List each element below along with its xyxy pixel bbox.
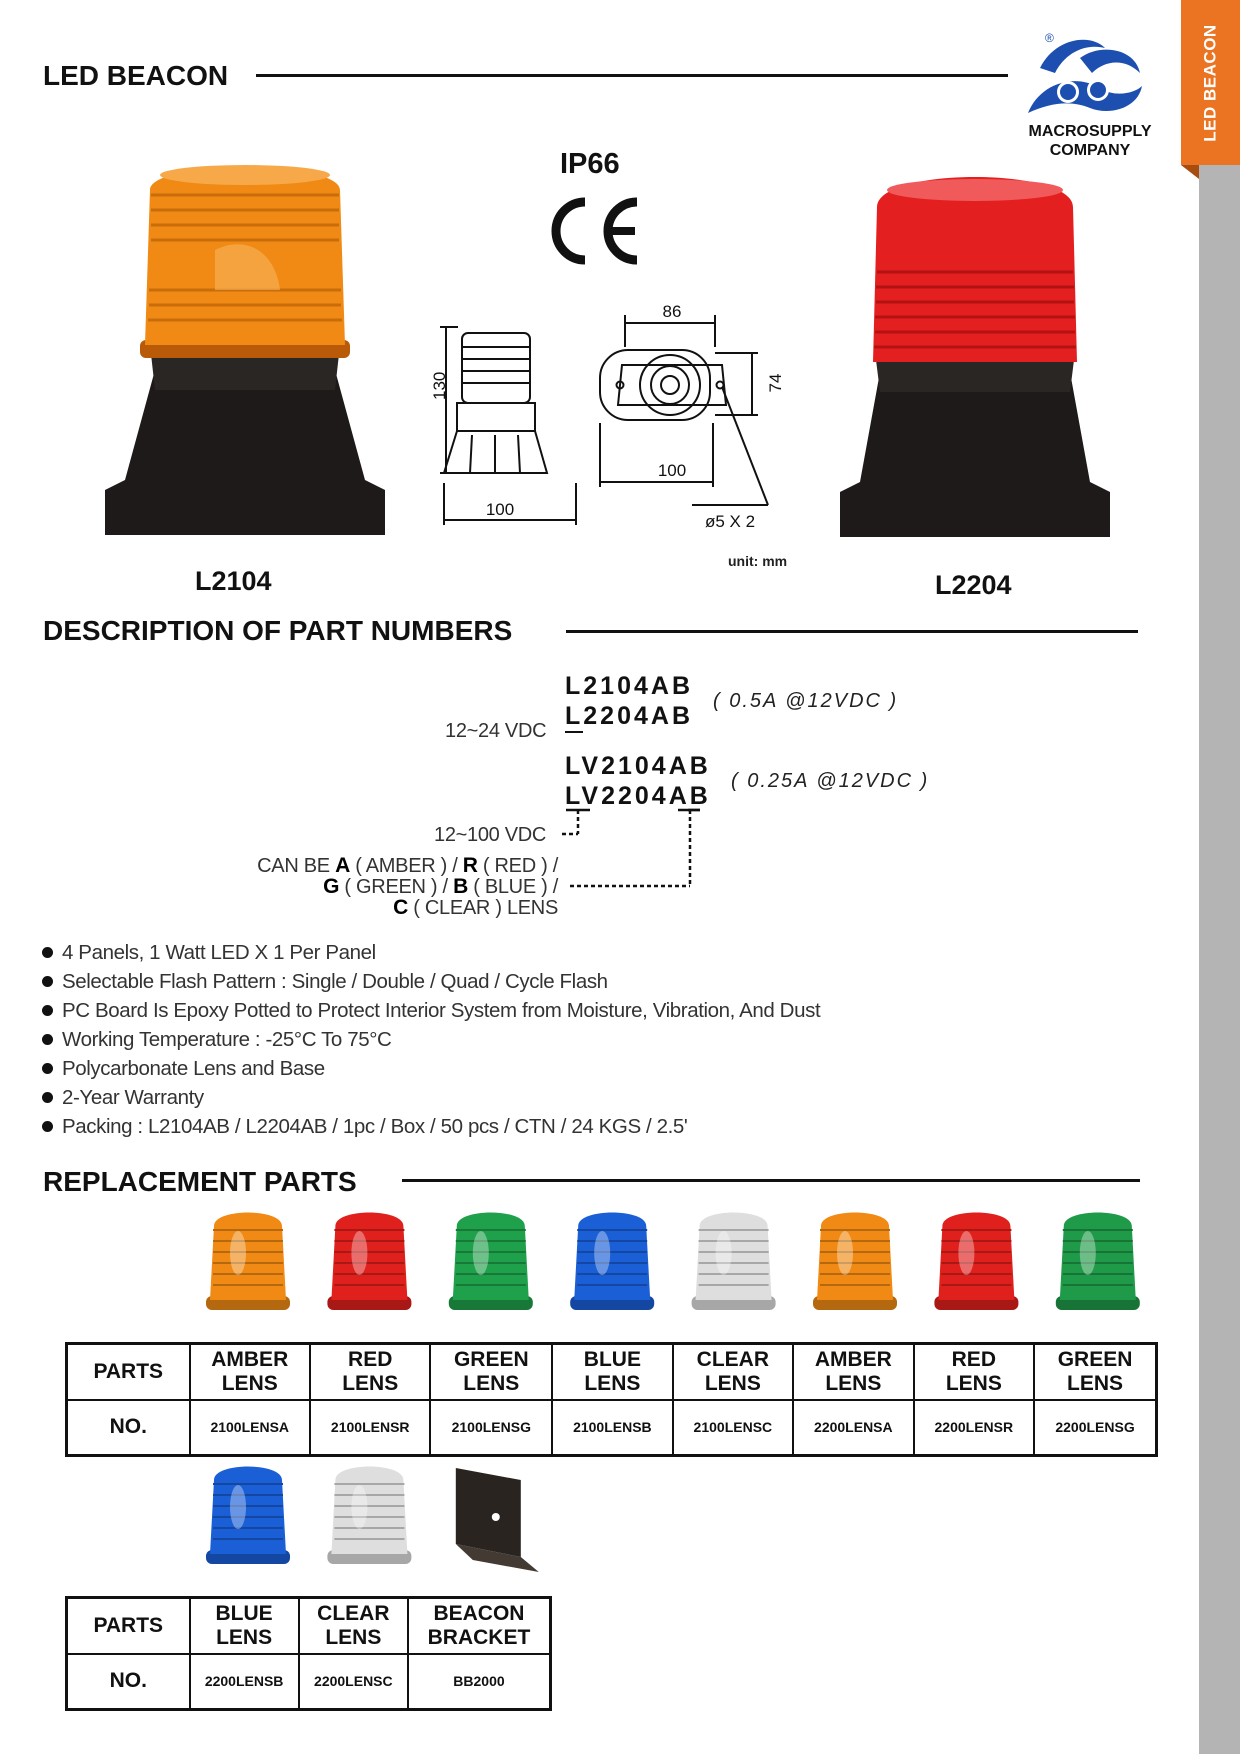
part-name-cell: BLUE LENS (190, 1598, 299, 1654)
part-name-cell: GREEN LENS (430, 1344, 552, 1400)
model-label-l2204: L2204 (935, 570, 1012, 600)
svg-text:130: 130 (430, 371, 449, 400)
replacement-parts-table-1 (65, 1342, 1158, 1457)
beacon-l2104-image (95, 150, 395, 540)
voltage-12-24: 12~24 VDC (445, 720, 547, 742)
part-number-cell: 2200LENSB (190, 1654, 299, 1710)
part-number-cell: 2100LENSR (310, 1400, 430, 1456)
part-code-lv2104ab: LV2104AB (565, 752, 711, 780)
lens-image-2200lensb (206, 1467, 290, 1565)
feature-item: Polycarbonate Lens and Base (42, 1054, 1162, 1083)
lens-note-line3: C ( CLEAR ) LENS (393, 896, 558, 919)
voltage-tick-1 (565, 731, 583, 733)
lens-image-2100lensc (692, 1213, 776, 1311)
part-number-cell: 2200LENSC (299, 1654, 408, 1710)
part-name-cell: BEACON BRACKET (408, 1598, 551, 1654)
replacement-lens-images-row2 (190, 1462, 550, 1587)
part-numbers-title: DESCRIPTION OF PART NUMBERS (43, 615, 513, 646)
part-name-cell: AMBER LENS (793, 1344, 913, 1400)
parts-row-label: PARTS (67, 1344, 190, 1400)
feature-item: 2-Year Warranty (42, 1083, 1162, 1112)
part-number-cell: 2100LENSA (190, 1400, 310, 1456)
replacement-rule (402, 1179, 1140, 1182)
replacement-parts-table-2 (65, 1596, 552, 1711)
dimension-drawing (410, 295, 790, 535)
bullet-icon (42, 1121, 53, 1132)
lens-note-line1: CAN BE A ( AMBER ) / R ( RED ) / (257, 854, 558, 877)
part-name-cell: RED LENS (310, 1344, 430, 1400)
lens-image-2100lensa (206, 1213, 290, 1311)
lens-note-line2: G ( GREEN ) / B ( BLUE ) / (323, 875, 558, 898)
lens-image-2200lensr (934, 1213, 1018, 1311)
svg-text:86: 86 (662, 302, 682, 321)
feature-item: Packing : L2104AB / L2204AB / 1pc / Box / 50 pcs / CTN / 24 KGS / 2.5' (42, 1112, 1162, 1141)
part-number-cell: 2200LENSR (914, 1400, 1034, 1456)
svg-text:74: 74 (766, 373, 785, 393)
bracket-image-bb2000 (456, 1468, 539, 1572)
unit-note: unit: mm (728, 553, 788, 569)
part-code-lv2204ab: LV2204AB (565, 782, 711, 810)
replacement-parts-title: REPLACEMENT PARTS (43, 1166, 357, 1197)
part-code-leaders (560, 808, 700, 898)
bullet-icon (42, 1034, 53, 1045)
beacon-l2204-image (835, 162, 1115, 542)
part-name-cell: RED LENS (914, 1344, 1034, 1400)
current-rating-2: ( 0.25A @12VDC ) (731, 770, 930, 792)
company-name: MACROSUPPLY COMPANY (1028, 123, 1152, 159)
svg-text:®: ® (1045, 31, 1054, 45)
part-number-cell: 2100LENSC (673, 1400, 793, 1456)
lens-image-2100lensg (449, 1213, 533, 1311)
voltage-12-100: 12~100 VDC (434, 824, 547, 846)
red-lens (873, 177, 1077, 362)
part-number-cell: 2200LENSA (793, 1400, 913, 1456)
no-row-label: NO. (67, 1654, 190, 1710)
title-rule (256, 74, 1008, 77)
part-name-cell: CLEAR LENS (673, 1344, 793, 1400)
page-title: LED BEACON (43, 60, 229, 91)
replacement-lens-images-row1 (190, 1208, 1150, 1328)
bullet-icon (42, 947, 53, 958)
ip-rating: IP66 (560, 148, 620, 180)
feature-item: 4 Panels, 1 Watt LED X 1 Per Panel (42, 938, 1162, 967)
lens-image-2100lensr (327, 1213, 411, 1311)
bullet-icon (42, 1063, 53, 1074)
part-code-l2104ab: L2104AB (565, 672, 693, 700)
svg-text:100: 100 (657, 461, 687, 480)
side-tab-label: LED BEACON (1200, 23, 1220, 142)
part-name-cell: BLUE LENS (552, 1344, 672, 1400)
no-row-label: NO. (67, 1400, 190, 1456)
company-logo (1020, 28, 1150, 123)
lens-image-2100lensb (570, 1213, 654, 1311)
lens-image-2200lensa (813, 1213, 897, 1311)
feature-item: PC Board Is Epoxy Potted to Protect Interior System from Moisture, Vibration, And Dust (42, 996, 1162, 1025)
parts-row-label: PARTS (67, 1598, 190, 1654)
svg-text:ø5 X 2: ø5 X 2 (704, 512, 756, 531)
bullet-icon (42, 1005, 53, 1016)
side-tab-fold (1181, 165, 1199, 179)
feature-list (42, 938, 1162, 1141)
svg-text:100: 100 (485, 500, 515, 519)
part-name-cell: AMBER LENS (190, 1344, 310, 1400)
part-name-cell: CLEAR LENS (299, 1598, 408, 1654)
feature-item: Working Temperature : -25°C To 75°C (42, 1025, 1162, 1054)
part-number-cell: 2100LENSB (552, 1400, 672, 1456)
lens-image-2200lensc (327, 1467, 411, 1565)
ce-mark-icon (545, 196, 645, 266)
part-number-cell: BB2000 (408, 1654, 551, 1710)
part-numbers-rule (566, 630, 1138, 633)
bullet-icon (42, 976, 53, 987)
part-code-l2204ab: L2204AB (565, 702, 693, 730)
feature-item: Selectable Flash Pattern : Single / Double / Quad / Cycle Flash (42, 967, 1162, 996)
bullet-icon (42, 1092, 53, 1103)
part-name-cell: GREEN LENS (1034, 1344, 1156, 1400)
part-number-cell: 2200LENSG (1034, 1400, 1156, 1456)
lens-image-2200lensg (1056, 1213, 1140, 1311)
side-strip (1199, 160, 1240, 1754)
model-label-l2104: L2104 (195, 566, 272, 596)
current-rating-1: ( 0.5A @12VDC ) (713, 690, 899, 712)
part-number-cell: 2100LENSG (430, 1400, 552, 1456)
